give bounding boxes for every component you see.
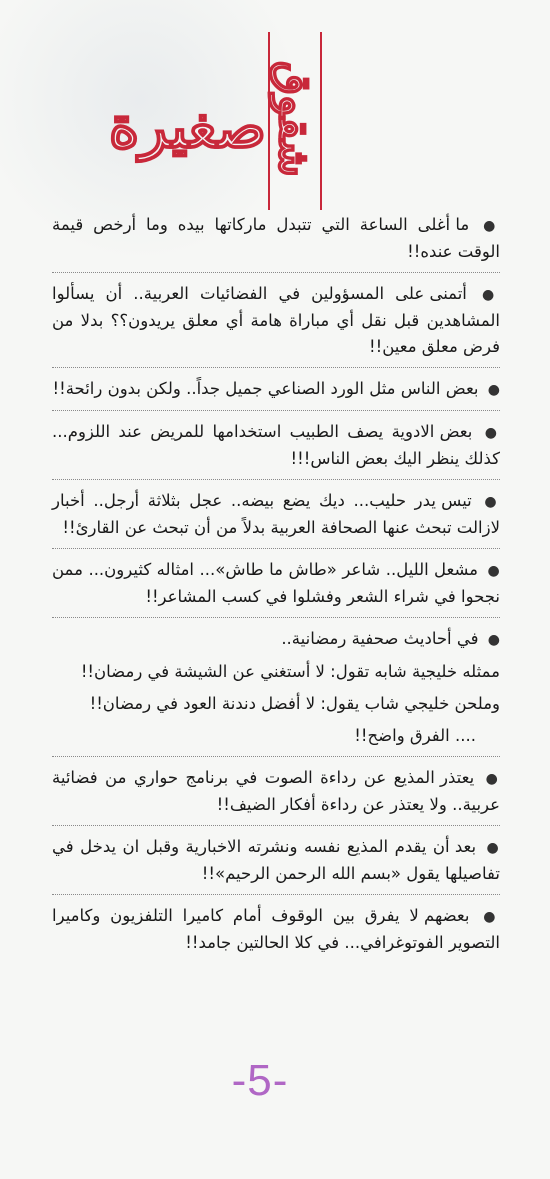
- title-main: صغيرة: [108, 93, 266, 161]
- bullet-icon: ●: [481, 287, 501, 303]
- list-item: [52, 765, 500, 826]
- item-text: وملحن خليجي شاب يقول: لا أفضل دندنة العود في رمضان!!: [89, 694, 500, 713]
- column-title-logo: [100, 28, 320, 208]
- title-divider-right: [320, 32, 322, 210]
- list-item: [52, 903, 500, 956]
- list-item: [52, 834, 500, 895]
- item-text: تيس يدر حليب... ديك يضع بيضه.. عجل بثلاثة أرجل.. أخبار لازالت تبحث عنها الصحافة العربية بدلاً من أن تبحث عن القارئ!!: [52, 491, 500, 537]
- bullet-icon: ●: [484, 494, 501, 510]
- item-text: .... الفرق واضح!!: [354, 726, 476, 745]
- item-text: ما أغلى الساعة التي تتبدل ماركاتها بيده وما أرخص قيمة الوقت عنده!!: [52, 215, 500, 261]
- ramadan-conclusion: [52, 723, 500, 757]
- title-vertical: شقوق: [269, 61, 320, 177]
- bullet-icon: ●: [483, 909, 500, 925]
- ramadan-quote-1: [52, 659, 500, 685]
- item-text: في أحاديث صحفية رمضانية..: [281, 629, 479, 648]
- list-item: [52, 557, 500, 618]
- item-text: مشعل الليل.. شاعر «طاش ما طاش»... امثاله كثيرون... ممن نجحوا في شراء الشعر وفشلوا في كسب المشاعر!!: [52, 560, 500, 606]
- list-item: [52, 376, 500, 411]
- list-item: [52, 281, 500, 368]
- list-item: [52, 212, 500, 273]
- item-text: بعض الناس مثل الورد الصناعي جميل جداً.. ولكن بدون رائحة!!: [52, 379, 479, 398]
- item-text: بعد أن يقدم المذيع نفسه ونشرته الاخبارية وقبل ان يدخل في تفاصيلها يقول «بسم الله الرحمن الرحيم»!!: [52, 837, 500, 883]
- bullet-icon: ●: [485, 771, 500, 787]
- item-text: بعض الادوية يصف الطبيب استخدامها للمريض عند اللزوم... كذلك ينظر اليك بعض الناس!!!: [52, 422, 500, 468]
- list-item: [52, 419, 500, 480]
- bullet-icon: ●: [484, 425, 500, 441]
- bullet-icon: ●: [487, 382, 500, 398]
- item-text: يعتذر المذيع عن رداءة الصوت في برنامج حواري من فضائية عربية.. ولا يعتذر عن رداءة أفكار الضيف!!: [52, 768, 500, 814]
- item-text: بعضهم لا يفرق بين الوقوف أمام كاميرا التلفزيون وكاميرا التصوير الفوتوغرافي... في كلا الحالتين جامد!!: [52, 906, 500, 952]
- bullet-icon: ●: [487, 563, 501, 579]
- article-body: [52, 212, 500, 962]
- page-number: -5-: [231, 1056, 289, 1105]
- item-text: ممثله خليجية شابه تقول: لا أستغني عن الشيشة في رمضان!!: [80, 662, 500, 681]
- bullet-icon: ●: [487, 632, 500, 648]
- item-text: أتمنى على المسؤولين في الفضائيات العربية.. أن يسألوا المشاهدين قبل نقل أي مباراة هامة أي معلق يريدون؟؟ بدلا من فرض معلق معين!!: [52, 284, 500, 356]
- ramadan-intro: [52, 626, 500, 653]
- list-item: [52, 488, 500, 549]
- bullet-icon: ●: [483, 218, 500, 234]
- bullet-icon: ●: [486, 840, 500, 856]
- ramadan-quote-2: [52, 691, 500, 717]
